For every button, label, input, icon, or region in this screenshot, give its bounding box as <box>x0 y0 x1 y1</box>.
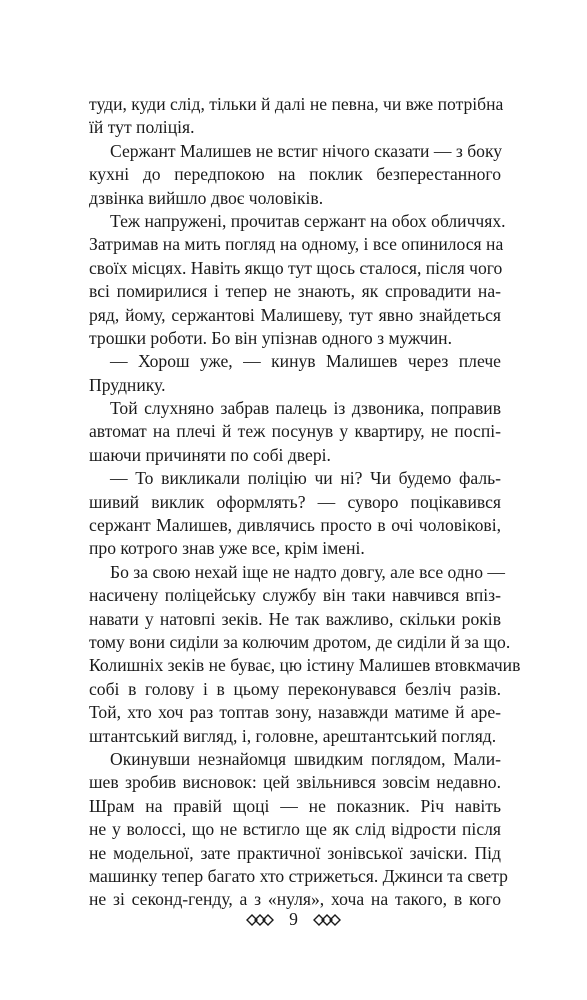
text-line: — Хорош уже, — кинув Малишев через плече <box>110 351 501 372</box>
text-line: про котрого знав уже все, крім імені. <box>89 538 365 559</box>
text-line: машинку тепер багато хто стрижеться. Джинси та светр <box>89 865 508 886</box>
text-line: шев зробив висновок: цей звільнився зовсім недавно. <box>89 772 501 793</box>
text-line: Затримав на мить погляд на одному, і все опинилося на <box>89 234 504 255</box>
text-line: Сержант Малишев не встиг нічого сказати — з боку <box>110 140 503 161</box>
body-text <box>89 93 521 912</box>
text-line: трошки роботи. Бо він упізнав одного з мужчин. <box>89 327 452 348</box>
text-line: сержант Малишев, дивлячись просто в очі чоловікові, <box>89 515 501 536</box>
text-line: шаючи причиняти по собі двері. <box>89 444 331 465</box>
text-line: Той, хто хоч раз топтав зону, назавжди матиме й аре- <box>89 702 501 723</box>
text-line: не у волоссі, що не встигло ще як слід відрости після <box>89 819 501 840</box>
text-line: не зі секонд-генду, а з «нуля», хоча на такого, в кого <box>89 889 501 910</box>
right-ornament-icon <box>312 913 342 927</box>
left-ornament-icon <box>245 913 275 927</box>
text-line: ряд, йому, сержантові Малишеву, тут явно знайдеться <box>89 304 501 325</box>
text-line: Бо за свою нехай іще не надто довгу, але все одно — <box>110 561 505 582</box>
text-line: навати у натовпі зеків. Не так важливо, скільки років <box>89 608 501 629</box>
text-line: їй тут поліція. <box>89 117 195 138</box>
text-line: шивий виклик оформлять? — суворо поцікавився <box>89 491 501 512</box>
text-line: всі помирилися і тепер не знають, як спровадити на- <box>89 281 501 302</box>
text-line: не модельної, зате практичної зонівської зачіски. Під <box>89 842 501 863</box>
text-line: своїх місцях. Навіть якщо тут щось сталося, після чого <box>89 257 503 278</box>
text-line: туди, куди слід, тільки й далі не певна, чи вже потрібна <box>89 94 504 114</box>
page-footer <box>0 909 587 930</box>
text-line: автомат на плечі й теж посунув у квартиру, не поспі- <box>89 421 501 442</box>
text-line: собі в голову і в цьому переконувався безліч разів. <box>89 678 501 699</box>
text-line: Окинувши незнайомця швидким поглядом, Мали- <box>110 748 501 769</box>
text-line: Той слухняно забрав палець із дзвоника, поправив <box>110 398 501 419</box>
page-number: 9 <box>289 909 298 929</box>
text-line: насичену поліцейську службу він таки навчився впіз- <box>89 585 501 606</box>
text-line: тому вони сиділи за колючим дротом, де сиділи й за що. <box>89 631 511 652</box>
text-line: — То викликали поліцію чи ні? Чи будемо фаль- <box>110 468 501 489</box>
text-line: Колишніх зеків не буває, цю істину Малишев втовкмачив <box>89 655 521 676</box>
text-line: Шрам на правій щоці — не показник. Річ навіть <box>89 795 501 816</box>
text-line: Пруднику. <box>89 374 166 395</box>
text-line: Теж напружені, прочитав сержант на обох обличчях. <box>110 210 506 231</box>
text-line: штантський вигляд, і, головне, арештантський погляд. <box>89 725 497 746</box>
text-line: кухні до передпокою на поклик безперестанного <box>89 164 501 185</box>
text-line: дзвінка вийшло двоє чоловіків. <box>89 187 324 208</box>
